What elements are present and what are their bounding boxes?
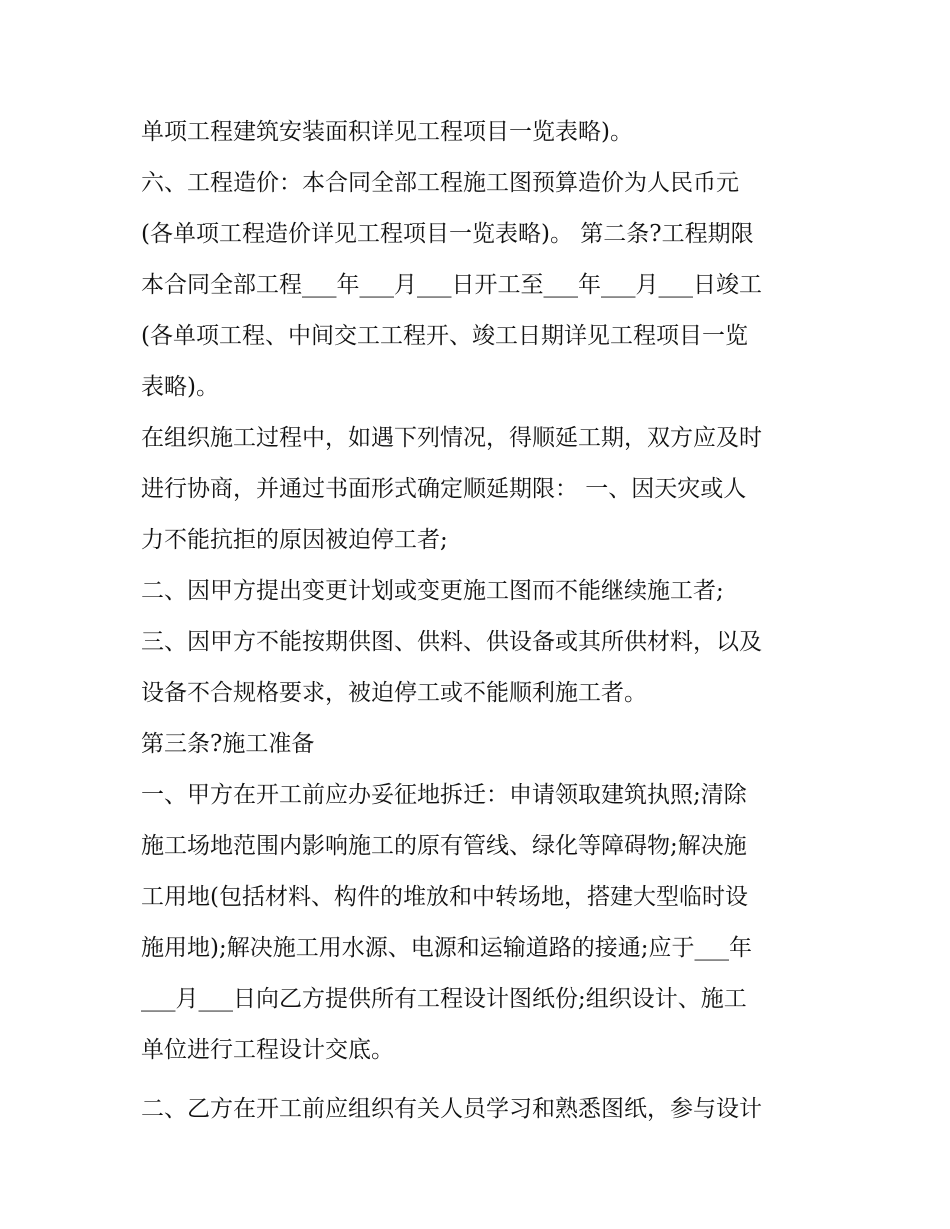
text-line: 设备不合规格要求，被迫停工或不能顺利施工者。: [141, 680, 647, 706]
text-line: 单项工程建筑安装面积详见工程项目一览表略)。: [141, 119, 633, 145]
text-line: 一、甲方在开工前应办妥征地拆迁：申请领取建筑执照;清除: [141, 782, 747, 808]
text-line: 三、因甲方不能按期供图、供料、供设备或其所供材料，以及: [141, 629, 762, 655]
contract-text: [141, 107, 821, 1135]
text-line: 六、工程造价：本合同全部工程施工图预算造价为人民币元: [141, 170, 739, 196]
text-line: (各单项工程造价详见工程项目一览表略)。 第二条?工程期限: [141, 221, 754, 247]
text-line: 工用地(包括材料、构件的堆放和中转场地，搭建大型临时设: [141, 884, 748, 910]
text-line: 二、乙方在开工前应组织有关人员学习和熟悉图纸，参与设计: [141, 1096, 762, 1122]
text-line: 表略)。: [141, 374, 219, 400]
text-line: 力不能抗拒的原因被迫停工者;: [141, 527, 448, 553]
text-line: 施工场地范围内影响施工的原有管线、绿化等障碍物;解决施: [141, 833, 747, 859]
text-line: (各单项工程、中间交工工程开、竣工日期详见工程项目一览: [141, 323, 748, 349]
text-line: 施用地);解决施工用水源、电源和运输道路的接通;应于___年: [141, 935, 752, 961]
text-line: 单位进行工程设计交底。: [141, 1037, 394, 1063]
text-line: ___月___日向乙方提供所有工程设计图纸份;组织设计、施工: [141, 986, 747, 1012]
text-line: 进行协商，并通过书面形式确定顺延期限： 一、因天灾或人: [141, 476, 747, 502]
text-line: 二、因甲方提出变更计划或变更施工图而不能继续施工者;: [141, 578, 724, 604]
section-heading: 第三条?施工准备: [141, 731, 315, 757]
text-line: 本合同全部工程___年___月___日开工至___年___月___日竣工: [141, 272, 762, 298]
text-line: 在组织施工过程中，如遇下列情况，得顺延工期，双方应及时: [141, 425, 762, 451]
